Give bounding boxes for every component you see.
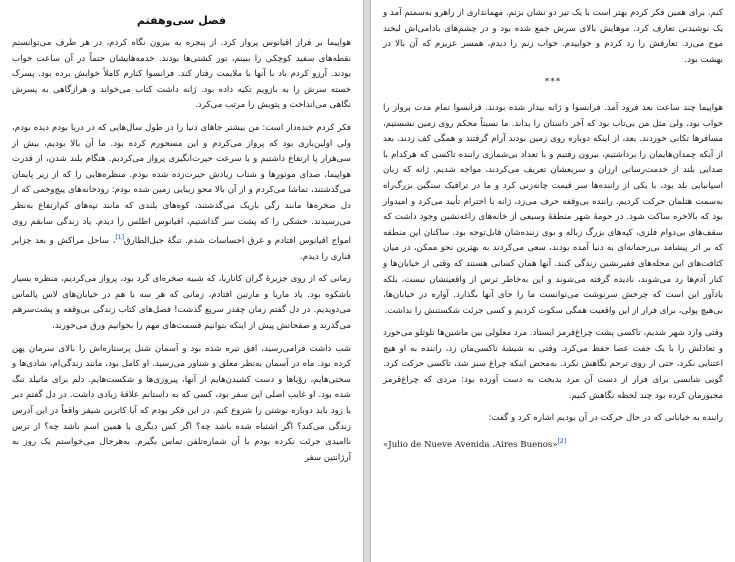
street-name-text: «Julio de Nueve Avenida ،Aires Buenos» xyxy=(383,439,558,450)
left-page xyxy=(0,0,364,562)
left-page-text xyxy=(12,36,351,473)
paragraph: هواپیما چند ساعت بعد فرود آمد. فرانسوا و ژانه بیدار شده بودند. فرانسوا تمام مدت پرواز را خواب بود، ولی مثل من بی‌تاب بود که آخر داستان را بداند. ما نسبتاً محکم روی زمین نشستیم، مسافرها تکانی خوردند. بعد، از اینکه دوباره روی زمین بودند آرام گرفتند و همگی کف زدند. بعد از آنکه چمدان‌هایمان را برداشتیم، بیرون رفتیم و با تعداد بی‌شماری راننده تاکسی که هرکدام با صدایی بلند از خدمت‌رسانی ارزان و سریعشان تعریف می‌کردند، مواجه شدیم. ژانه که زبان اسپانیایی بلد بود، با یکی از راننده‌ها سر قیمت چانه‌زنی کرد و ما در ترافیک سنگین بزرگ‌راه به‌سمت هتلمان حرکت کردیم. راننده بی‌وقفه حرف می‌زد، ژانه با احترام تأیید می‌کرد و امیدوار بود که بالاخره ساکت شود. در حومهٔ شهر منطقهٔ وسیعی از خانه‌های زاغه‌نشین وجود داشت که سقف‌های بی‌دوام فلزی، کپه‌های بزرگ زباله و بوی زننده‌شان قابل‌توجه بود. ساکنان این منطقه که بر اثر پیشامد بی‌رحمانه‌ای به دنیا آمده بودند، سعی می‌کردند به بهترین نحو ممکن، در میان کثافت‌های این محله‌های فقیرنشین زندگی کنند. آنها همان کسانی هستند که وقتی از خیابان‌ها و کنار آدم‌ها رد می‌شوند، نادیده گرفته می‌شوند و این به‌خاطر ترس از واقعیتشان نیست، بلکه یادآور این است که چرخش سرنوشت می‌توانست ما را جای آنها بگذارد. آواره در خیابان‌ها، بی‌هیچ پولی، برای فرار از این واقعیت همگی سکوت کردیم و کسی جرئت شکستنش را نداشت. xyxy=(383,102,723,316)
paragraph-text: فکر کردم خنده‌دار است: من بیشتر جاهای دنیا را در طول سال‌هایی که در دریا بودم دیده بودم، ولی اولین‌باری بود که پرواز می‌کردم و این مسحورم کرده بود. ما آن بالا بودیم، بیش از سی‌هزار پا ارتفاع داشتیم و با سرعت حیرت‌انگیزی پرواز می‌کردیم. هنگام بلند شدن، از قدرت هواپیما، صدای موتورها و شتاب زیادش حیرت‌زده شده بودم. منظره‌هایی را که از زیر پایمان می‌گذشتند، تماشا می‌کردم و از آن بالا محو زیبایی زمین شده بودم: رودخانه‌های پیچ‌وخمی که از دل صخره‌ها مانند رگی باریک می‌گذشتند، کوه‌های بلندی که مانند تپه‌های کم‌ارتفاع به‌نظر می‌رسیدند. خشکی را که پشت سر گذاشتیم، اقیانوس اطلس را دیدم. یاد زندگی سابقم روی امواج اقیانوس افتادم و غرق احساسات شدم. تنگهٔ جبل‌الطارق xyxy=(12,122,351,246)
paragraph: کنم. برای همین فکر کردم بهتر است با یک تیر دو نشان بزنم. مهمانداری از راهرو به‌سمتم آمد و یک نوشیدنی تعارف کرد. موهایش بالای سرش جمع شده بود و در چشم‌های بادامی‌اش لبخند موج می‌زد. تعارفش را رد کردم و خوابیدم. خواب زنم را دیدم، همسر عزیزم که آن بالا در بهشت بود. xyxy=(383,8,723,65)
paragraph: وقتی وارد شهر شدیم، تاکسی پشت چراغ‌قرمز ایستاد. مرد معلولی بین ماشین‌ها تلوتلو می‌خورد و تعادلش را با یک جفت عصا حفظ می‌کرد. وقتی به شیشهٔ تاکسی‌مان زد، راننده به او هیچ اعتنایی نکرد، حتی از روی ترحم نگاهش نکرد. به‌محض اینکه چراغ سبز شد، تاکسی حرکت کرد. گویی شانسی برای فرار از دست آن مرد بدبخت به دست آورده بود: مردی که چراغ‌قرمز مجبورمان کرده بود چند لحظه نگاهش کنیم. xyxy=(383,328,723,401)
right-page-text xyxy=(383,6,723,460)
paragraph: شب داشت فرامی‌رسید، افق تیره شده بود و آسمان شنل پرستاره‌اش را بالای سرمان پهن کرده بود. ماه در آسمان به‌نظر معلق و شناور می‌رسید. او کامل بود، مانند زندگی‌ام، شادی‌ها و سختی‌هایم، رؤیاها و دست کشیدن‌هایم از آنها، پیروزی‌ها و شکست‌هایم. دلم برای ماتیلد تنگ شده بود. او غایب اصلی این سفر بود، کسی که به داستانم علاقهٔ زیادی داشت. در دل گفتم دیر یا زود باید دوباره نوشتن را شروع کنم. در این فکر بودم که آیا کاترین شیفر واقعاً در این آدرس زندگی می‌کند؟ اگر اشتباه شده باشد چه؟ اگر کس دیگری با همین اسم باشد چه؟ از ترس ناامیدی جرئت نکرده بودم با آن شماره‌تلفن تماس بگیرم. به‌هرحال می‌خواستم یک روز به آرژانتین سفر xyxy=(12,343,351,463)
section-separator: *** xyxy=(544,77,562,88)
paragraph xyxy=(12,121,351,265)
paragraph: راننده به خیابانی که در حال حرکت در آن بودیم اشاره کرد و گفت: xyxy=(488,413,723,424)
paragraph: هواپیما بر فراز اقیانوس پرواز کرد. از پنجره به بیرون نگاه کردم، در هر طرف می‌توانستم نقطه‌های سفید کوچکی را ببینم، نور کشتی‌ها بودند. خدمه‌هایشان حتماً در آن ساعت خواب بودند. آرزو کردم باد با آنها با ملایمت رفتار کند. فرانسوا کنارم کاملاً خوابش برده بود. پسرک خسته سرش را به بازویم تکیه داده بود. ژانه داشت کتاب می‌خواند و هرازگاهی به پسرش نگاهی می‌انداخت و پتویش را مرتب می‌کرد. xyxy=(12,38,351,111)
paragraph-text: ، ساحل مراکش و بعد جزایر قناری را دیدم. xyxy=(12,235,351,262)
footnote-reference[interactable]: [2] xyxy=(557,437,567,445)
quoted-street-name xyxy=(383,434,723,453)
footnote-reference[interactable]: [1] xyxy=(115,234,124,242)
right-page xyxy=(370,0,735,562)
chapter-title: فصل سی‌وهفتم xyxy=(136,14,227,27)
paragraph: زمانی که از روی جزیرهٔ گران کاناریا، که شبیه صخره‌ای گرد بود، پرواز می‌کردیم، منظره بسیار باشکوه بود. یاد ماریا و مارتین افتادم، زمانی که هر سه با هم در خیابان‌های لاس پالماس می‌دویدیم. در دل گفتم زمان چقدر سریع گذشت! فصل‌های کتاب زندگی بی‌وقفه و پشت‌سرهم می‌گذرند و صفحاتش پیش از اینکه بتوانیم قسمت‌های مهم را بخوانیم ورق می‌خورند. xyxy=(12,274,351,331)
